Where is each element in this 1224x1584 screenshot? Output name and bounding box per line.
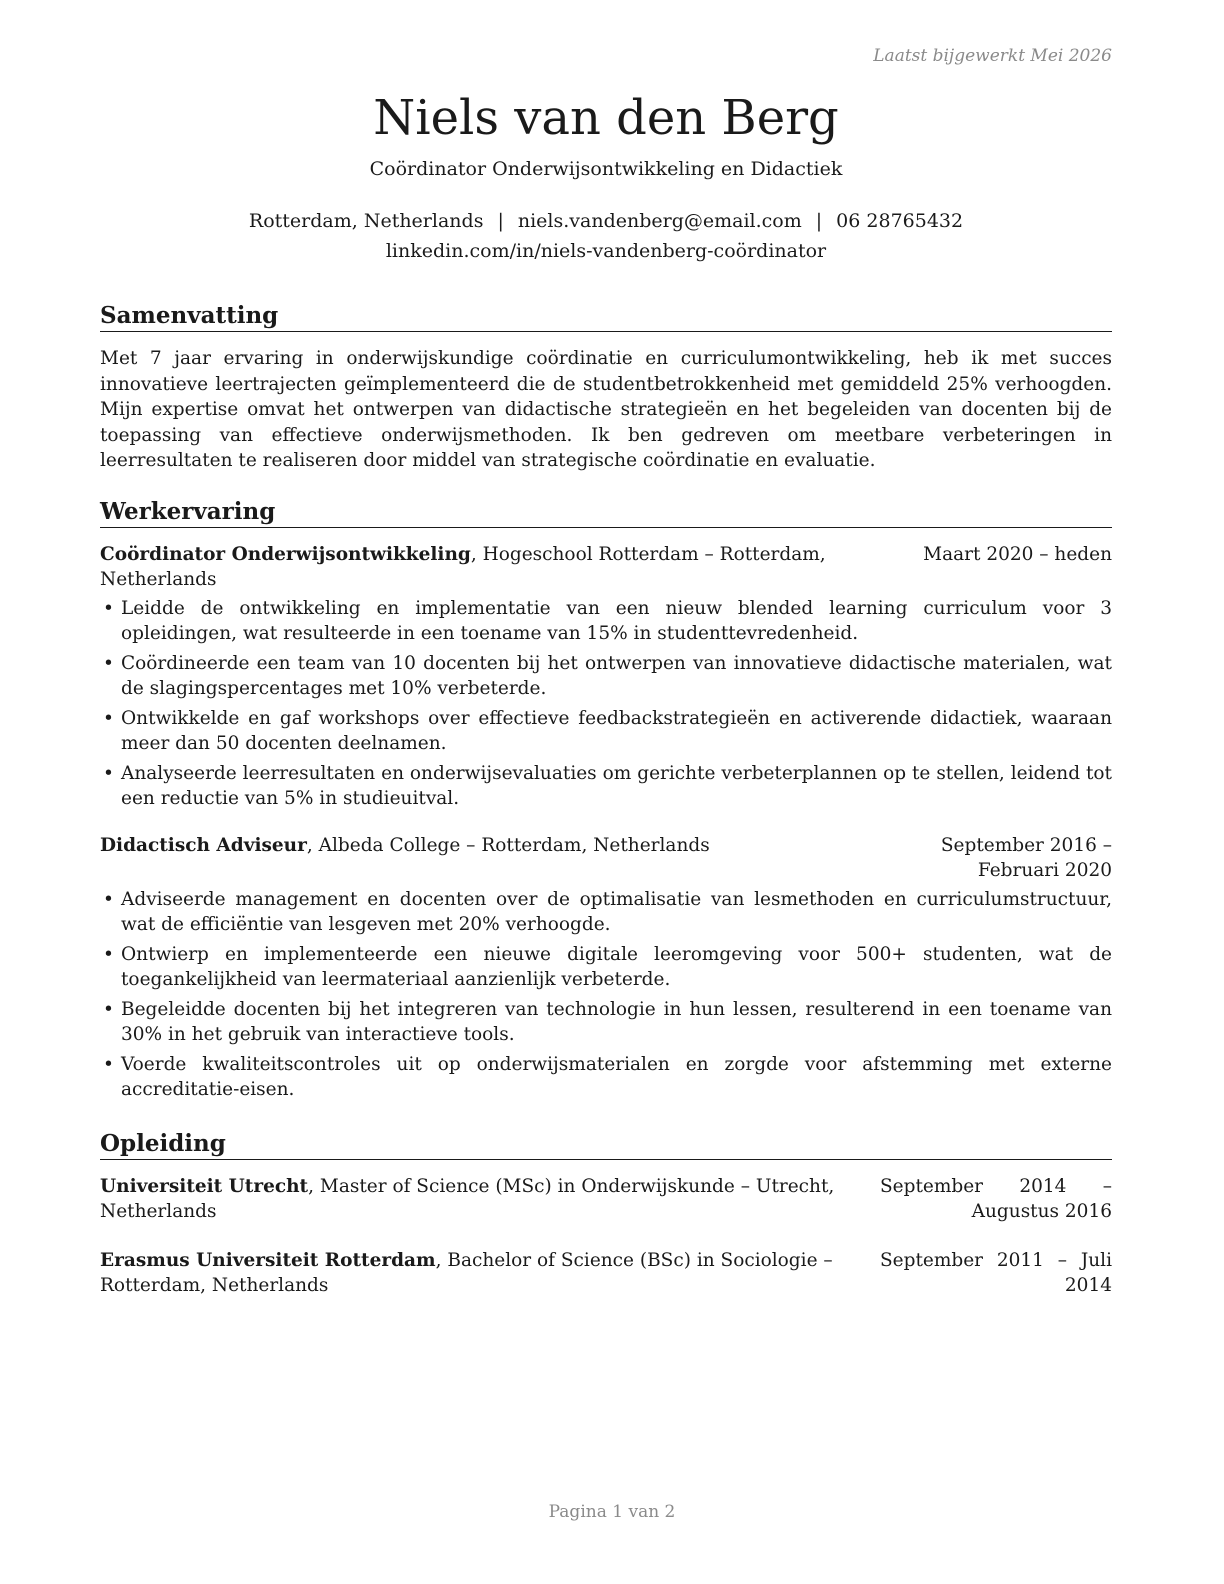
list-item: • Ontwierp en implementeerde een nieuwe digitale leeromgeving voor 500+ studenten, wat de toegankelijkheid van leermateriaal aanzienlijk verbeterde. bbox=[103, 943, 1112, 990]
list-item: • Voerde kwaliteitscontroles uit op onderwijsmaterialen en zorgde voor afstemming met externe accreditatie-eisen. bbox=[103, 1053, 1112, 1100]
education-entry bbox=[100, 1174, 1112, 1224]
job-header bbox=[100, 542, 1112, 592]
candidate-title: Coördinator Onderwijsontwikkeling en Didactiek bbox=[369, 158, 843, 180]
work-section bbox=[100, 498, 1112, 1102]
list-item: • Analyseerde leerresultaten en onderwijsevaluaties om gerichte verbeterplannen op te stellen, leidend tot een reductie van 5% in studieuitval. bbox=[103, 762, 1112, 809]
bullet-icon: • bbox=[103, 707, 114, 729]
list-item: • Ontwikkelde en gaf workshops over effectieve feedbackstrategieën en activerende didactiek, waaraan meer dan 50 docenten deelnamen. bbox=[103, 707, 1112, 754]
education-dates: September 2014 – Augustus 2016 bbox=[880, 1175, 1112, 1222]
contact-separator: | bbox=[497, 210, 504, 232]
education-heading: Opleiding bbox=[100, 1130, 1112, 1160]
page-number: Pagina 1 van 2 bbox=[548, 1502, 676, 1522]
candidate-name: Niels van den Berg bbox=[373, 90, 839, 146]
job-organization: , Albeda College – Rotterdam, Netherlands bbox=[306, 834, 710, 856]
education-section bbox=[100, 1130, 1112, 1298]
contact-separator: | bbox=[815, 210, 823, 232]
bullet-icon: • bbox=[103, 762, 114, 784]
summary-section bbox=[100, 302, 1112, 474]
list-item: • Coördineerde een team van 10 docenten bij het ontwerpen van innovatieve didactische materialen, wat de slagingspercentages met 10% verbeterde. bbox=[103, 652, 1112, 699]
email-link[interactable]: niels.vandenberg@email.com bbox=[517, 210, 802, 232]
list-item: • Leidde de ontwikkeling en implementatie van een nieuw blended learning curriculum voor 3 opleidingen, wat resulteerde in een toename van 15% in studenttevredenheid. bbox=[103, 597, 1112, 644]
list-item: • Adviseerde management en docenten over de optimalisatie van lesmethoden en curriculumstructuur, wat de efficiëntie van lesgeven met 20% verhoogde. bbox=[103, 888, 1112, 935]
job-entry bbox=[100, 542, 1112, 811]
degree-detail: , Master of Science (MSc) in Onderwijskunde – Utrecht, Netherlands bbox=[100, 1175, 835, 1222]
job-role: Didactisch Adviseur bbox=[100, 834, 307, 856]
bullet-icon: • bbox=[103, 652, 114, 674]
job-dates: Maart 2020 – heden bbox=[923, 543, 1112, 565]
job-organization: , Hogeschool Rotterdam – Rotterdam, Netherlands bbox=[100, 543, 826, 590]
bullet-icon: • bbox=[103, 597, 114, 619]
list-item: • Begeleidde docenten bij het integreren van technologie in hun lessen, resulterend in een toename van 30% in het gebruik van interactieve tools. bbox=[103, 998, 1112, 1045]
job-role: Coördinator Onderwijsontwikkeling bbox=[100, 543, 471, 565]
phone-text: 06 28765432 bbox=[836, 210, 964, 232]
work-heading: Werkervaring bbox=[100, 498, 1112, 528]
job-bullets bbox=[100, 596, 1112, 811]
job-entry bbox=[100, 833, 1112, 1102]
education-entry bbox=[100, 1248, 1112, 1298]
location-text: Rotterdam, Netherlands bbox=[248, 210, 484, 232]
bullet-icon: • bbox=[103, 888, 114, 910]
job-dates: September 2016 – Februari 2020 bbox=[940, 834, 1112, 881]
summary-text: Met 7 jaar ervaring in onderwijskundige coördinatie en curriculumontwikkeling, heb ik met succes innovatieve leertrajecten geïmplementeerd die de studentbetrokkenheid met gemiddeld 25% verhoogden. Mijn expertise omvat het ontwerpen van didactische strategieën en het begeleiden van docenten bij de toepassing van effectieve onderwijsmethoden. Ik ben gedreven om meetbare verbeteringen in leerresultaten te realiseren door middel van strategische coördinatie en evaluatie. bbox=[100, 348, 1112, 471]
job-bullets bbox=[100, 887, 1112, 1102]
degree-detail: , Bachelor of Science (BSc) in Sociologie – Rotterdam, Netherlands bbox=[100, 1249, 833, 1296]
education-dates: September 2011 – Juli 2014 bbox=[880, 1249, 1112, 1296]
school-name: Universiteit Utrecht bbox=[100, 1175, 309, 1197]
summary-heading: Samenvatting bbox=[100, 302, 1112, 332]
linkedin-link[interactable]: linkedin.com/in/niels-vandenberg-coördinator bbox=[385, 240, 827, 262]
job-header bbox=[100, 833, 1112, 883]
last-updated-note: Laatst bijgewerkt Mei 2026 bbox=[873, 46, 1112, 66]
bullet-icon: • bbox=[103, 1053, 114, 1075]
bullet-icon: • bbox=[103, 943, 114, 965]
contact-line bbox=[100, 210, 1112, 232]
bullet-icon: • bbox=[103, 998, 114, 1020]
school-name: Erasmus Universiteit Rotterdam bbox=[100, 1249, 436, 1271]
